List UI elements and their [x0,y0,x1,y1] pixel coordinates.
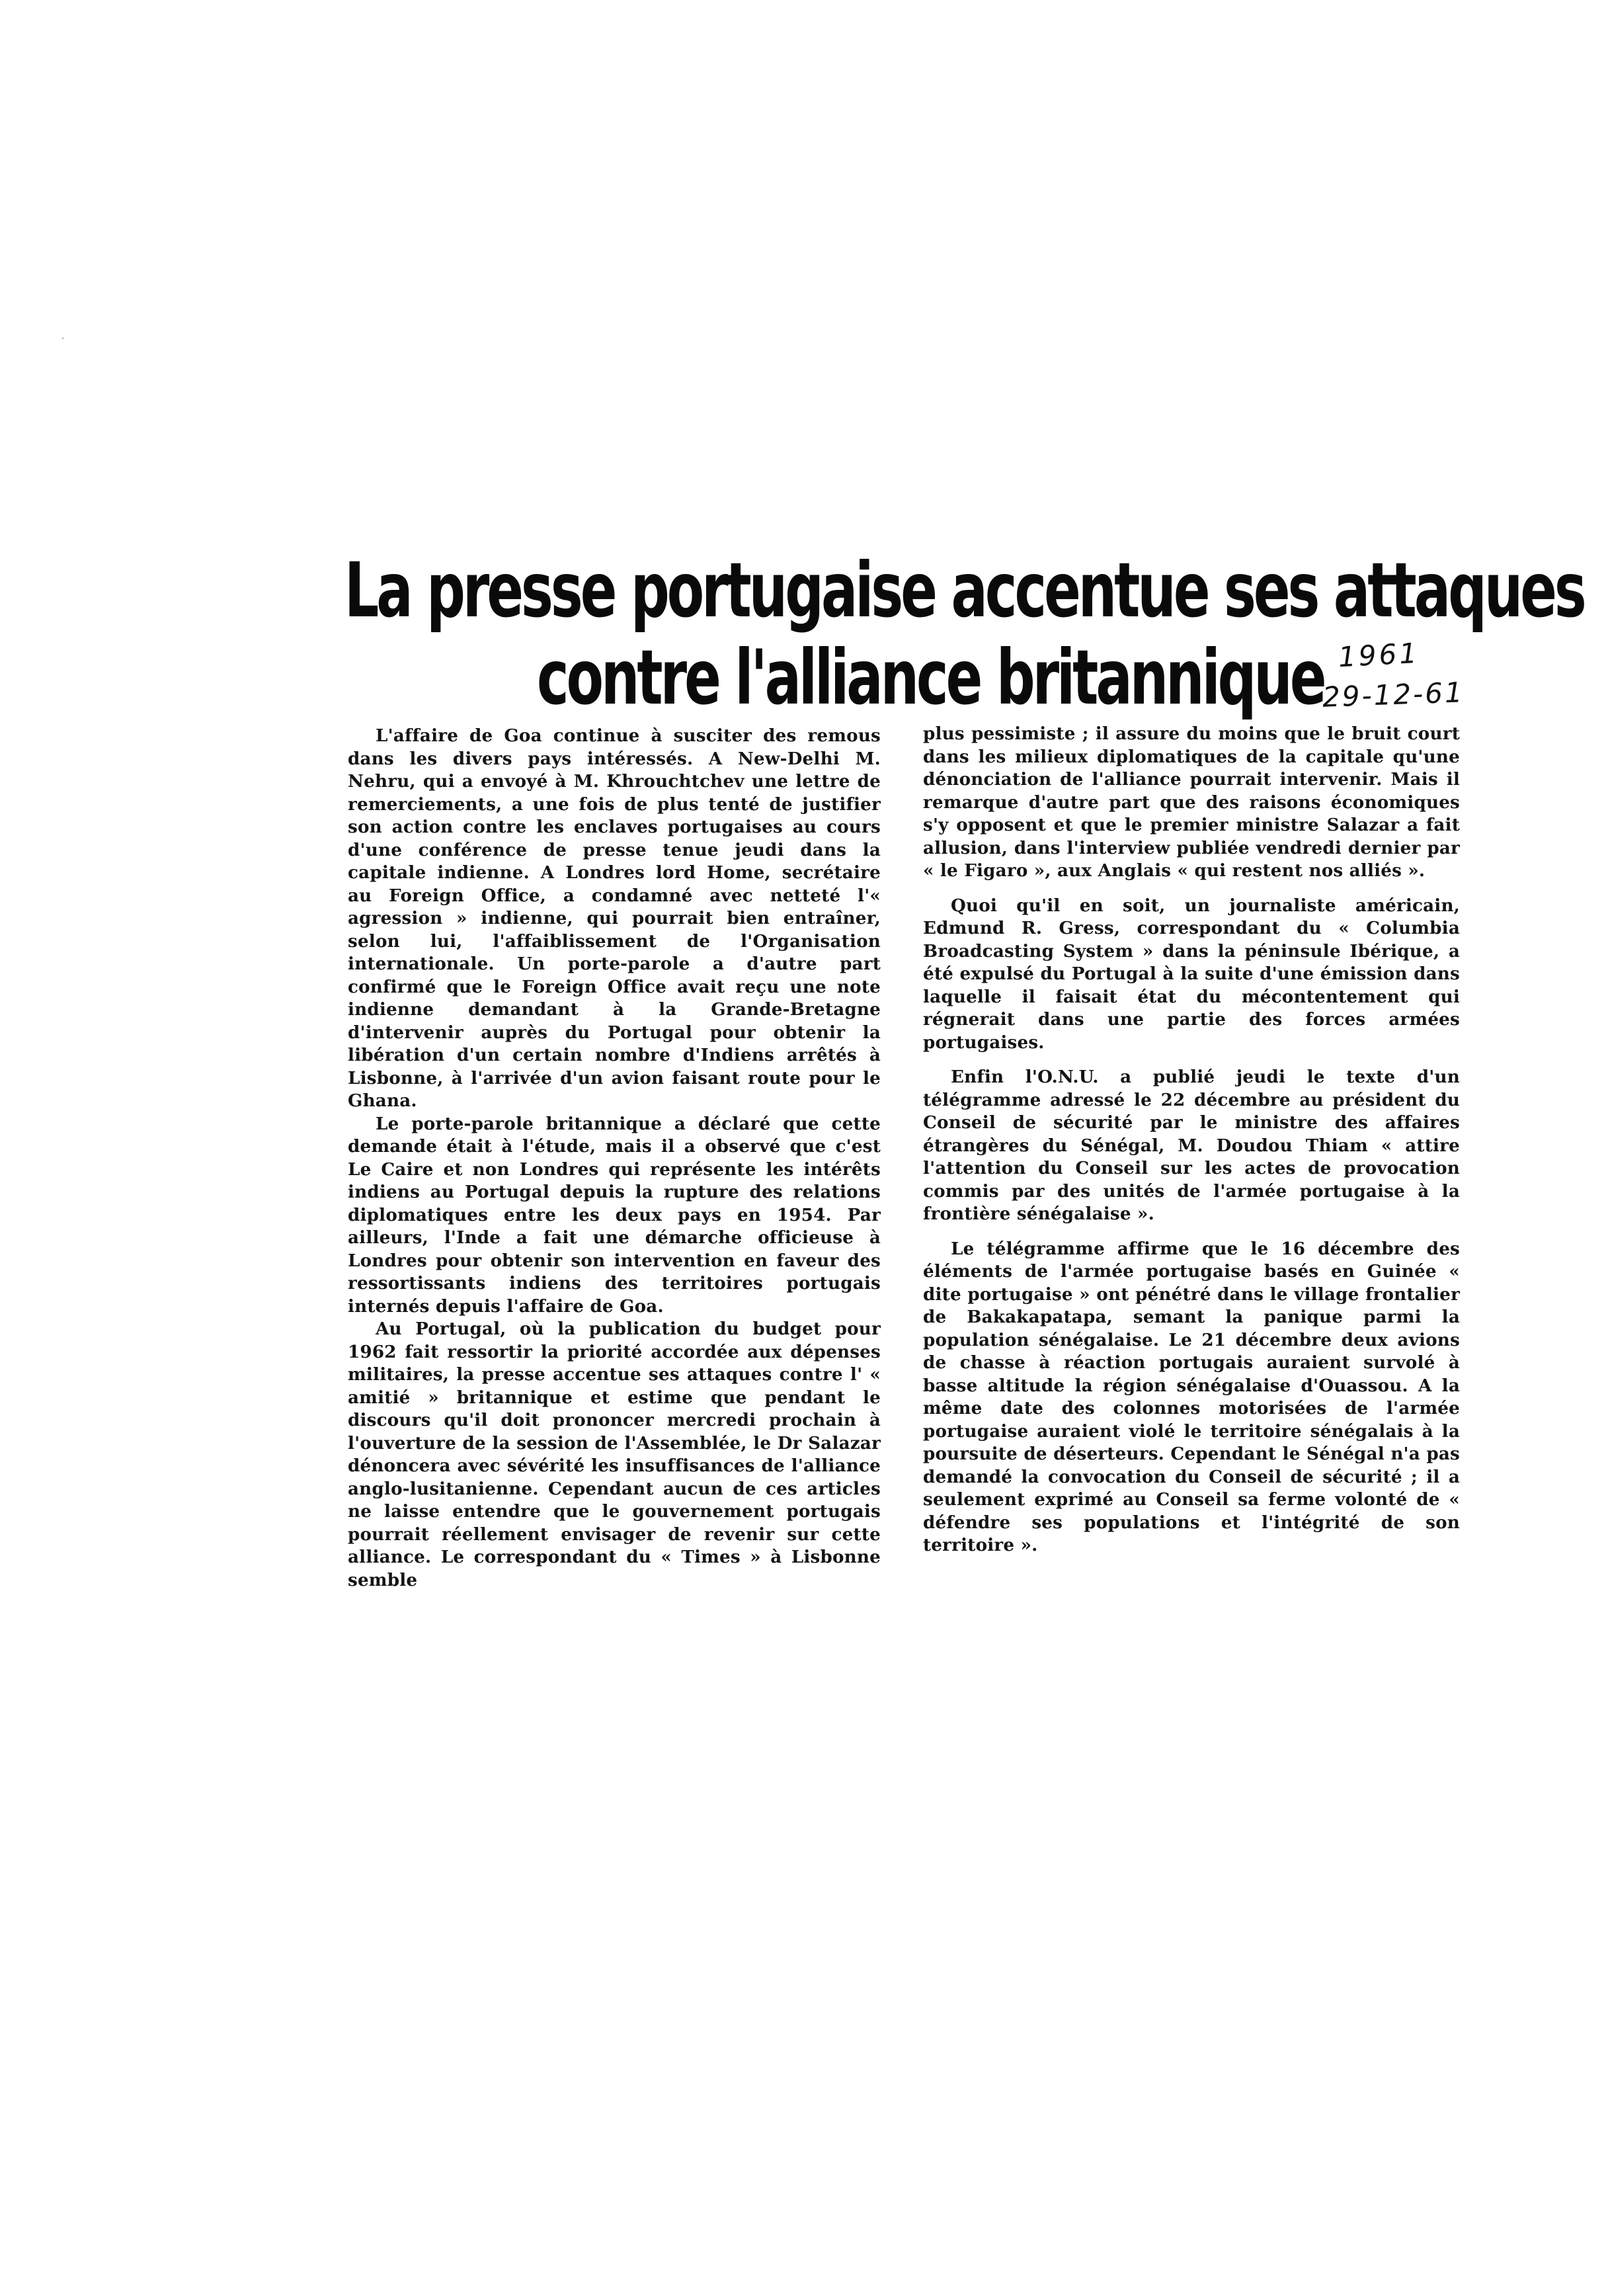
headline-line-1: La presse portugaise accentue ses attaques [344,546,1584,634]
handwritten-year: 1961 [1337,636,1421,674]
article-column-left [348,725,881,1592]
paragraph: Quoi qu'il en soit, un journaliste américain, Edmund R. Gress, correspondant du « Columbia Broadcasting System » dans la péninsule Ibérique, a été expulsé du Portugal à la suite d'une émission dans laquelle il faisait état du mécontentement qui régnerait dans une partie des forces armées portugaises. [923,895,1460,1053]
paragraph: Enfin l'O.N.U. a publié jeudi le texte d'un télégramme adressé le 22 décembre au président du Conseil de sécurité par le ministre des affaires étrangères du Sénégal, M. Doudou Thiam « attire l'attention du Conseil sur les actes de provocation commis par des unités de l'armée portugaise à la frontière sénégalaise ». [923,1067,1460,1224]
headline-line-2: contre l'alliance britannique [537,634,1324,721]
paragraph: plus pessimiste ; il assure du moins que le bruit court dans les milieux diplomatiques de la capitale qu'une dénonciation de l'alliance pourrait intervenir. Mais il remarque d'autre part que des raisons économiques s'y opposent et que le premier ministre Salazar a fait allusion, dans l'interview publiée vendredi dernier par « le Figaro », aux Anglais « qui restent nos alliés ». [923,723,1460,881]
article-column-right [923,723,1460,1557]
paragraph: L'affaire de Goa continue à susciter des remous dans les divers pays intéressés. A New-Delhi M. Nehru, qui a envoyé à M. Khrouchtchev une lettre de remerciements, a une fois de plus tenté de justifier son action contre les enclaves portugaises au cours d'une conférence de presse tenue jeudi dans la capitale indienne. A Londres lord Home, secrétaire au Foreign Office, a condamné avec netteté l'« agression » indienne, qui pourrait bien entraîner, selon lui, l'affaiblissement de l'Organisation internationale. Un porte-parole a d'autre part confirmé que le Foreign Office avait reçu une note indienne demandant à la Grande-Bretagne d'intervenir auprès du Portugal pour obtenir la libération d'un certain nombre d'Indiens arrêtés à Lisbonne, à l'arrivée d'un avion faisant route pour le Ghana. [348,725,881,1111]
handwritten-date: 29-12-61 [1322,676,1465,714]
scan-speck [62,337,63,339]
paragraph: Le porte-parole britannique a déclaré que cette demande était à l'étude, mais il a observé que c'est Le Caire et non Londres qui représente les intérêts indiens au Portugal depuis la rupture des relations diplomatiques entre les deux pays en 1954. Par ailleurs, l'Inde a fait une démarche officieuse à Londres pour obtenir son intervention en faveur des ressortissants indiens des territoires portugais internés depuis l'affaire de Goa. [348,1113,881,1317]
paragraph: Au Portugal, où la publication du budget pour 1962 fait ressortir la priorité accordée aux dépenses militaires, la presse accentue ses attaques contre l' « amitié » britannique et estime que pendant le discours qu'il doit prononcer mercredi prochain à l'ouverture de la session de l'Assemblée, le Dr Salazar dénoncera avec sévérité les insuffisances de l'alliance anglo-lusitanienne. Cependant aucun de ces articles ne laisse entendre que le gouvernement portugais pourrait réellement envisager de revenir sur cette alliance. Le correspondant du « Times » à Lisbonne semble [348,1319,881,1590]
paragraph: Le télégramme affirme que le 16 décembre des éléments de l'armée portugaise basés en Guinée « dite portugaise » ont pénétré dans le village frontalier de Bakakapatapa, semant la panique parmi la population sénégalaise. Le 21 décembre deux avions de chasse à réaction portugais auraient survolé à basse altitude la région sénégalaise d'Ouassou. A la même date des colonnes motorisées de l'armée portugaise auraient violé le territoire sénégalais à la poursuite de déserteurs. Cependant le Sénégal n'a pas demandé la convocation du Conseil de sécurité ; il a seulement exprimé au Conseil sa ferme volonté de « défendre ses populations et l'intégrité de son territoire ». [923,1238,1460,1555]
